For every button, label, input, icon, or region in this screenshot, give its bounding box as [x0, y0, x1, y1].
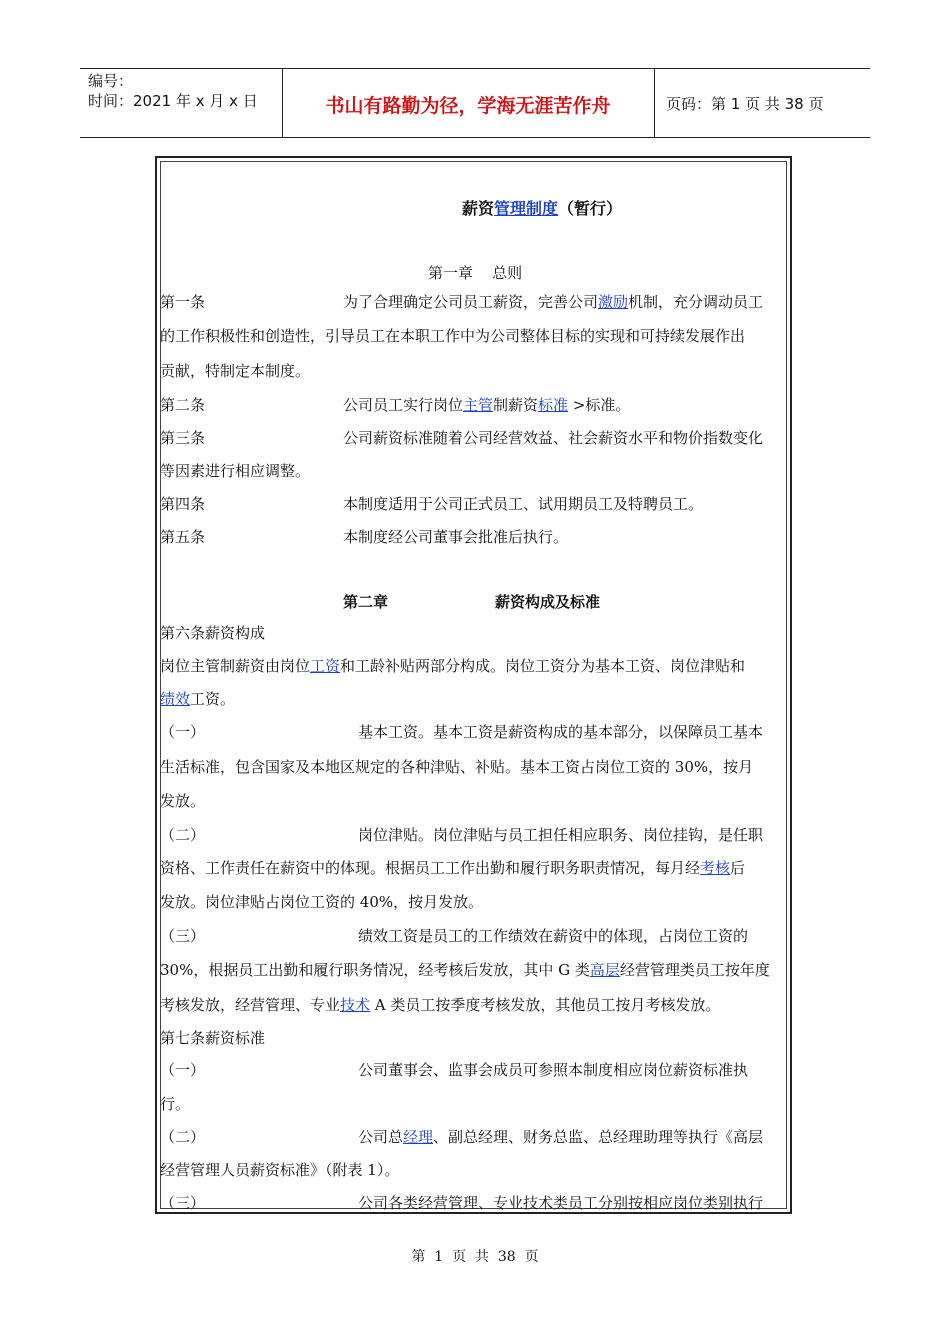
- chapter-1-heading: 第一章 总则: [428, 264, 523, 282]
- item-7-2-line-2: 经营管理人员薪资标准》（附表 1）。: [160, 1161, 400, 1179]
- item-7-2-line-1: 公司总经理、副总经理、财务总监、总经理助理等执行《高层: [358, 1128, 764, 1146]
- article-6-heading: 第六条薪资构成: [160, 624, 266, 642]
- chapter-2-number: 第二章: [343, 593, 389, 611]
- title-link[interactable]: 管理制度: [494, 199, 559, 218]
- assessment-link[interactable]: 考核: [700, 859, 731, 877]
- article-6-line-1: 岗位主管制薪资由岗位工资和工龄补贴两部分构成。岗位工资分为基本工资、岗位津贴和: [160, 657, 746, 675]
- senior-link[interactable]: 高层: [589, 961, 620, 979]
- header-divider: [654, 69, 655, 137]
- item-1-line-2: 生活标准，包含国家及本地区规定的各种津贴、补贴。基本工资占岗位工资的 30%，按月: [160, 758, 754, 776]
- article-1-line-3: 贡献，特制定本制度。: [160, 362, 311, 380]
- article-7-heading: 第七条薪资标准: [160, 1029, 266, 1047]
- item-2-label: （二）: [160, 826, 206, 844]
- item-7-1-label: （一）: [160, 1061, 206, 1079]
- item-7-3-label: （三）: [160, 1194, 206, 1212]
- article-4-label: 第四条: [160, 495, 206, 513]
- number-label: 编号：: [88, 72, 134, 90]
- article-2-line: 公司员工实行岗位主管制薪资标准 >标准。: [343, 396, 631, 414]
- item-1-label: （一）: [160, 723, 206, 741]
- article-2-label: 第二条: [160, 396, 206, 414]
- chapter-2-title: 薪资构成及标准: [495, 593, 601, 611]
- supervisor-link[interactable]: 主管: [463, 396, 494, 414]
- article-4-line: 本制度适用于公司正式员工、试用期员工及特聘员工。: [343, 495, 704, 513]
- article-6-line-2: 绩效工资。: [160, 690, 236, 708]
- header-motto: 书山有路勤为径，学海无涯苦作舟: [325, 95, 611, 117]
- page-footer: 第 1 页 共 38 页: [411, 1249, 539, 1265]
- item-7-1-line-1: 公司董事会、监事会成员可参照本制度相应岗位薪资标准执: [358, 1061, 749, 1079]
- article-1-line-1: 为了合理确定公司员工薪资，完善公司激励机制，充分调动员工: [343, 293, 764, 311]
- item-7-2-label: （二）: [160, 1128, 206, 1146]
- header-meta: [88, 71, 258, 111]
- manager-link[interactable]: 经理: [403, 1128, 434, 1146]
- article-3-line-1: 公司薪资标准随着公司经营效益、社会薪资水平和物价指数变化: [343, 429, 764, 447]
- incentive-link[interactable]: 激励: [598, 293, 629, 311]
- page-header: [80, 68, 870, 138]
- item-2-line-1: 岗位津贴。岗位津贴与员工担任相应职务、岗位挂钩，是任职: [358, 826, 764, 844]
- wage-link[interactable]: 工资: [310, 657, 341, 675]
- article-1-line-2: 的工作积极性和创造性，引导员工在本职工作中为公司整体目标的实现和可持续发展作出: [160, 327, 746, 345]
- item-3-line-3: 考核发放，经营管理、专业技术 A 类员工按季度考核发放，其他员工按月考核发放。: [160, 996, 721, 1014]
- technology-link[interactable]: 技术: [340, 996, 371, 1014]
- article-3-line-2: 等因素进行相应调整。: [160, 462, 311, 480]
- item-7-3-line-1: 公司各类经营管理、专业技术类员工分别按相应岗位类别执行: [358, 1194, 764, 1212]
- item-2-line-2: 资格、工作责任在薪资中的体现。根据员工工作出勤和履行职务职责情况，每月经考核后: [160, 859, 746, 877]
- document-title: 薪资管理制度（暂行）: [462, 199, 623, 218]
- standard-link[interactable]: 标准: [538, 396, 569, 414]
- item-2-line-3: 发放。岗位津贴占岗位工资的 40%，按月发放。: [160, 893, 484, 911]
- article-5-label: 第五条: [160, 528, 206, 546]
- item-1-line-3: 发放。: [160, 792, 206, 810]
- item-1-line-1: 基本工资。基本工资是薪资构成的基本部分，以保障员工基本: [358, 723, 764, 741]
- article-1-label: 第一条: [160, 293, 206, 311]
- time-label: 时间：2021 年 x 月 x 日: [88, 92, 258, 110]
- item-3-line-1: 绩效工资是员工的工作绩效在薪资中的体现，占岗位工资的: [358, 927, 749, 945]
- item-7-1-line-2: 行。: [160, 1095, 191, 1113]
- article-5-line: 本制度经公司董事会批准后执行。: [343, 528, 569, 546]
- article-3-label: 第三条: [160, 429, 206, 447]
- performance-link[interactable]: 绩效: [160, 690, 191, 708]
- document-frame: [155, 156, 792, 1214]
- header-page-info: 页码：第 1 页 共 38 页: [666, 95, 824, 113]
- item-3-line-2: 30%，根据员工出勤和履行职务情况，经考核后发放，其中 G 类高层经营管理类员工按年度: [160, 961, 770, 979]
- item-3-label: （三）: [160, 927, 206, 945]
